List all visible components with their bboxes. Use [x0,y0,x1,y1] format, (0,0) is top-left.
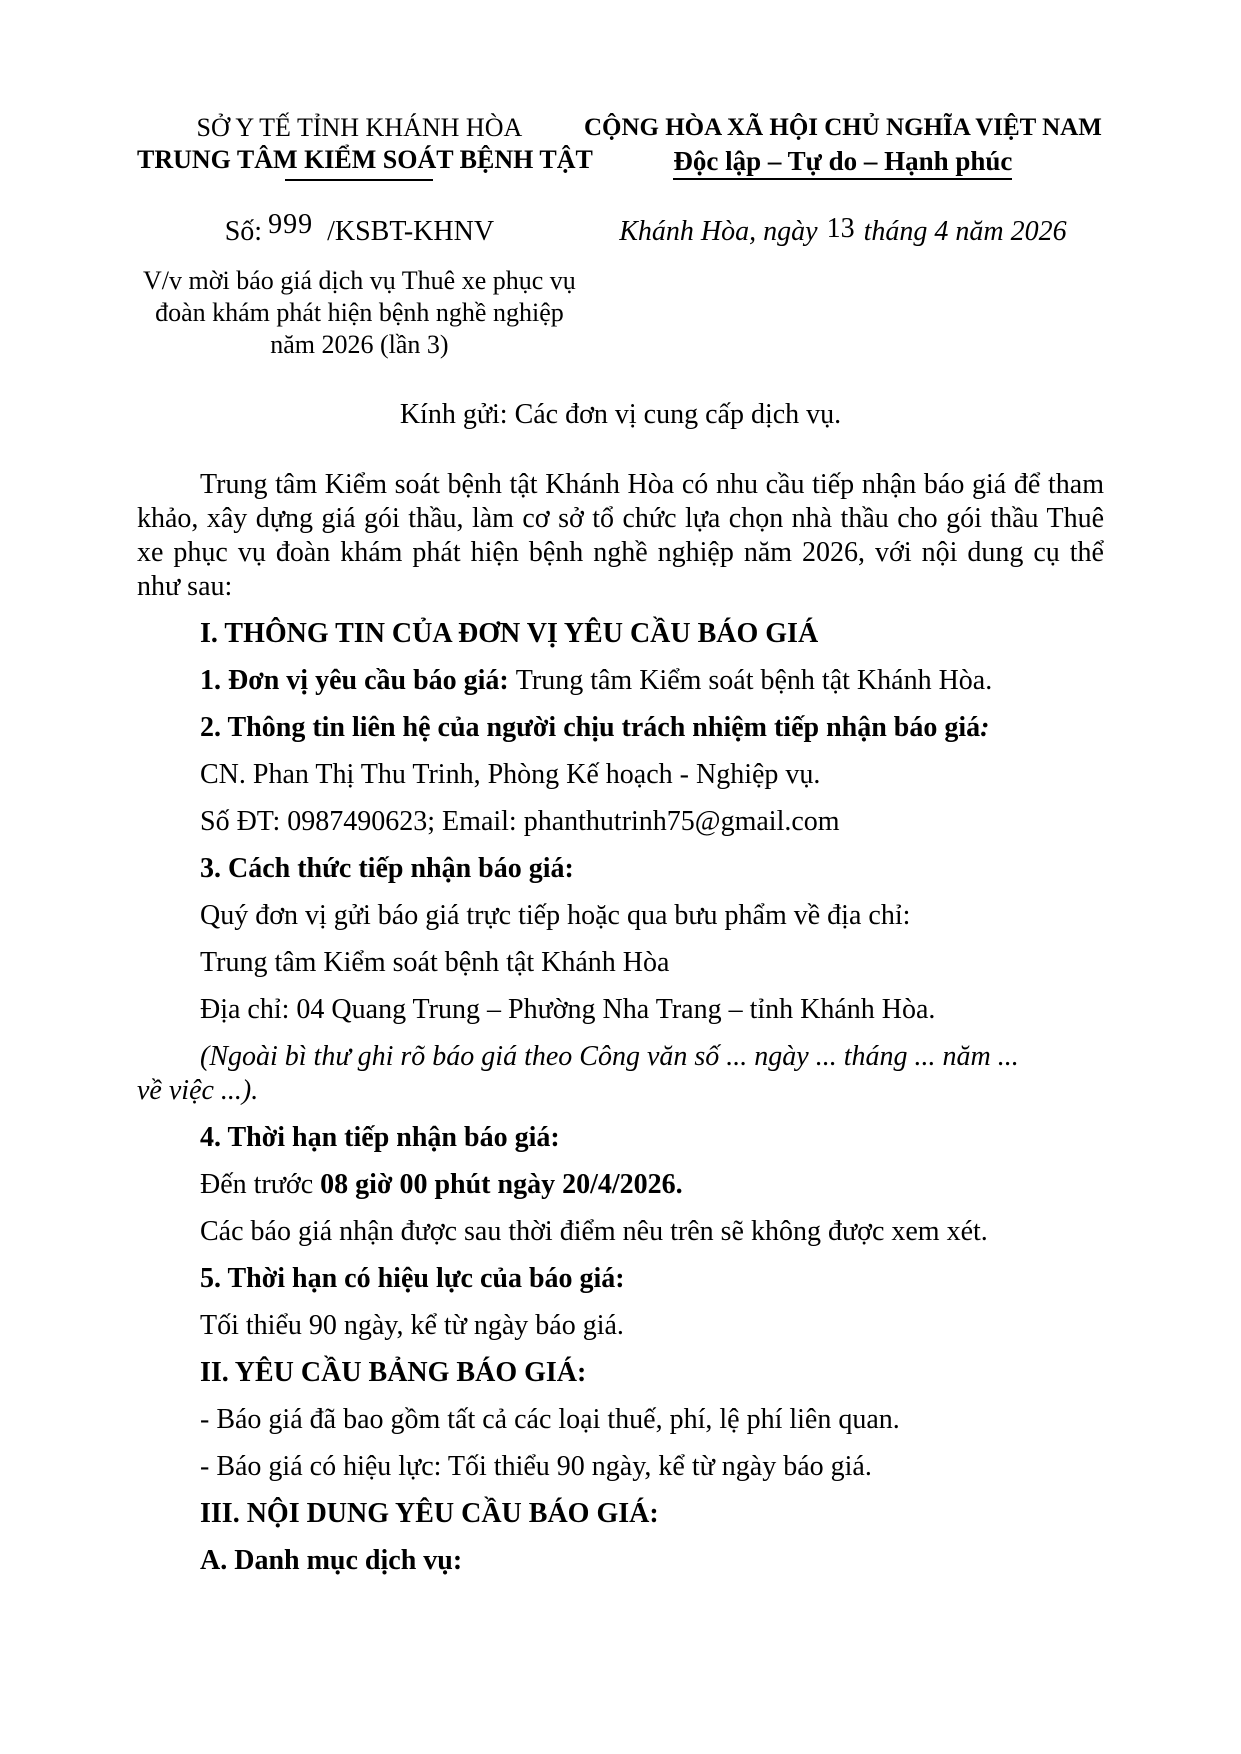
item-1 [137,664,1104,698]
item-3 [137,852,1104,886]
text-run: Đến trước [200,1169,321,1200]
delivery-org [137,946,1104,980]
validity [137,1309,1104,1343]
subject-line-3: năm 2026 (lần 3) [270,330,449,359]
envelope-note [137,1040,1104,1108]
text-run: Trung tâm Kiểm soát bệnh tật Khánh Hòa. [515,665,993,696]
section-heading-I [137,617,1104,651]
text-line: về việc ...). [137,1075,259,1106]
org-name: TRUNG TÂM KIỂM SOÁT BỆNH TẬT [137,145,593,174]
doc-number-line [137,209,582,249]
section-heading-II [137,1356,1104,1390]
date-day-fill: 13 [826,213,855,244]
text-run: Số ĐT: 0987490623; Email: phanthutrinh75@gmail.com [200,806,840,837]
requirement-1 [137,1403,1104,1437]
text-run: A. Danh mục dịch vụ: [200,1545,463,1576]
doc-number-fill: 999 [268,209,314,240]
number-date-row [137,209,1104,249]
late-note [137,1215,1104,1249]
text-run: Quý đơn vị gửi báo giá trực tiếp hoặc qua bưu phẩm về địa chỉ: [200,900,911,931]
subject-block [137,265,582,361]
text-run: : [980,712,990,743]
contact-person [137,758,1104,792]
text-run: I. THÔNG TIN CỦA ĐƠN VỊ YÊU CẦU BÁO GIÁ [200,618,819,649]
text-run: - Báo giá đã bao gồm tất cả các loại thuế, phí, lệ phí liên quan. [200,1404,900,1435]
contact-phone-email [137,805,1104,839]
text-run: 08 giờ 00 phút ngày 20/4/2026. [320,1169,683,1200]
intro-paragraph [137,468,1104,604]
issuing-org-block [137,112,593,181]
national-title: CỘNG HÒA XÃ HỘI CHỦ NGHĨA VIỆT NAM [583,114,1102,141]
text-run: 1. Đơn vị yêu cầu báo giá: [200,665,516,696]
org-underline-divider [285,179,433,181]
subsection-A [137,1544,1104,1578]
subject-line-1: V/v mời báo giá dịch vụ Thuê xe phục vụ [143,266,576,295]
salutation: Kính gửi: Các đơn vị cung cấp dịch vụ. [399,399,842,430]
national-header-block [582,112,1104,181]
text-run: Trung tâm Kiểm soát bệnh tật Khánh Hòa có nhu cầu tiếp nhận báo giá để tham khảo, xây dựng giá gói thầu, làm cơ sở tổ chức lựa chọn nhà thầu cho gói thầu Thuê xe phục vụ đoàn khám phát hiện bệnh nghề nghiệp năm 2026, với nội dung cụ thể như sau: [137,469,1104,602]
document-body [137,468,1104,1578]
text-run: Trung tâm Kiểm soát bệnh tật Khánh Hòa [200,947,670,978]
text-run: II. YÊU CẦU BẢNG BÁO GIÁ: [200,1357,587,1388]
section-heading-III [137,1497,1104,1531]
doc-number-suffix: /KSBT-KHNV [327,216,495,247]
document-header [137,112,1104,181]
date-line [582,215,1104,249]
text-run: CN. Phan Thị Thu Trinh, Phòng Kế hoạch - Nghiệp vụ. [200,759,821,790]
text-run: 4. Thời hạn tiếp nhận báo giá: [200,1122,560,1153]
text-run: III. NỘI DUNG YÊU CẦU BÁO GIÁ: [200,1498,659,1529]
national-motto-wrap [582,146,1104,180]
national-motto: Độc lập – Tự do – Hạnh phúc [673,146,1012,180]
parent-org-name: SỞ Y TẾ TỈNH KHÁNH HÒA [196,113,523,142]
subject-row [137,265,1104,361]
deadline [137,1168,1104,1202]
date-post: tháng 4 năm 2026 [863,216,1067,247]
text-run: - Báo giá có hiệu lực: Tối thiểu 90 ngày, kể từ ngày báo giá. [200,1451,872,1482]
text-run: Các báo giá nhận được sau thời điểm nêu trên sẽ không được xem xét. [200,1216,988,1247]
subject-line-2: đoàn khám phát hiện bệnh nghề nghiệp [155,298,564,327]
item-4 [137,1121,1104,1155]
doc-number-prefix: Số: [224,216,263,247]
text-run: Tối thiểu 90 ngày, kể từ ngày báo giá. [200,1310,624,1341]
text-run: 5. Thời hạn có hiệu lực của báo giá: [200,1263,625,1294]
date-place-pre: Khánh Hòa, ngày [619,216,818,247]
delivery-method [137,899,1104,933]
text-run: 2. Thông tin liên hệ của người chịu trách nhiệm tiếp nhận báo giá [200,712,981,743]
text-line: (Ngoài bì thư ghi rõ báo giá theo Công văn số ... ngày ... tháng ... năm ... [200,1041,1019,1072]
requirement-2 [137,1450,1104,1484]
delivery-address [137,993,1104,1027]
item-5 [137,1262,1104,1296]
item-2 [137,711,1104,745]
text-run: 3. Cách thức tiếp nhận báo giá: [200,853,574,884]
text-run: Địa chỉ: 04 Quang Trung – Phường Nha Trang – tỉnh Khánh Hòa. [200,994,936,1025]
